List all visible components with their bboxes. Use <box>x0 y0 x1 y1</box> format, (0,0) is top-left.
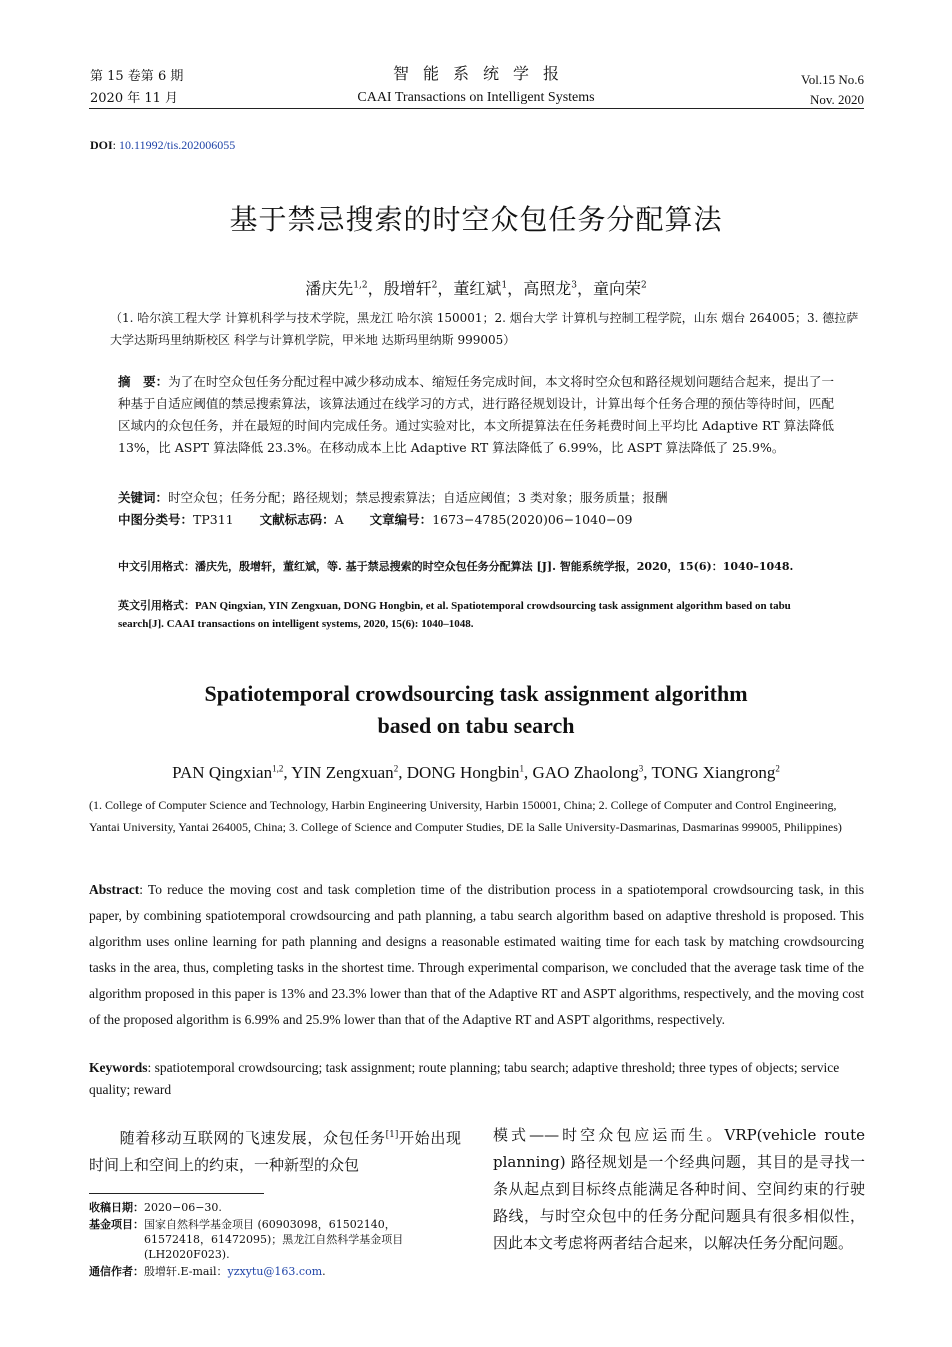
corresponding-end: . <box>322 1265 326 1278</box>
keywords-text-cn: 时空众包；任务分配；路径规划；禁忌搜索算法；自适应阈值；3 类对象；服务质量；报酬 <box>168 490 668 505</box>
author-cn: 童向荣 <box>592 279 641 298</box>
affiliations-en: (1. College of Computer Science and Technology, Harbin Engineering University, Harbin 150001, China; 2. College of Computer and Control Engineering, Yantai University, Yantai 264005, China; 3. College of Science and Computer Studies, DE la Salle University-Dasmarinas, Dasmarinas 999005, Philippines) <box>89 798 842 834</box>
keywords-en <box>89 1057 864 1101</box>
header-divider <box>89 108 864 109</box>
author-affil-sup: 1 <box>519 763 525 774</box>
author-affil-sup: 1,2 <box>272 763 284 774</box>
body-text: 随着移动互联网的飞速发展，众包任务 <box>119 1129 386 1147</box>
citation-en <box>118 597 834 633</box>
body-column-right: 模式——时空众包应运而生。VRP(vehicle route planning) 路径规划是一个经典问题，其目的是寻找一条从起点到目标终点能满足各种时间、空间约束的行驶路线，与时空众包中的任务分配问题具有很多相似性，因此本文考虑将两者结合起来，以解决任务分配问题。 <box>493 1126 865 1252</box>
journal-name-cn: 智能系统学报 <box>392 64 573 83</box>
footnote-funding <box>89 1217 461 1262</box>
author-affil-sup: 1 <box>501 280 508 291</box>
received-value: 2020−06−30. <box>144 1201 222 1214</box>
funding-value: 国家自然科学基金项目 (60903098，61502140，61572418，61472095)；黑龙江自然科学基金项目 (LH2020F023). <box>144 1218 404 1261</box>
citation-en-text: PAN Qingxian, YIN Zengxuan, DONG Hongbin, et al. Spatiotemporal crowdsourcing task assignment algorithm based on tabu search[J]. CAAI transactions on intelligent systems, 2020, 15(6): 1040–1048. <box>118 600 791 630</box>
author-affil-sup: 2 <box>775 763 780 774</box>
keywords-label-en: Keywords <box>89 1060 148 1075</box>
article-number-value: 1673−4785(2020)06−1040−09 <box>432 512 633 527</box>
date-cn: 2020 年 11 月 <box>90 91 179 106</box>
issue-info-en <box>801 70 864 110</box>
author-affil-sup: 2 <box>640 280 647 291</box>
paper-title-en-line1: Spatiotemporal crowdsourcing task assignment algorithm <box>204 681 748 706</box>
date-en: Nov. 2020 <box>809 92 864 107</box>
author-cn: 殷增轩 <box>383 279 432 298</box>
author-en: GAO Zhaolong <box>532 763 639 782</box>
keywords-label-cn: 关键词： <box>118 490 169 505</box>
body-column-left <box>89 1122 461 1179</box>
paper-title-en <box>0 678 952 742</box>
citation-cn-text: 潘庆先，殷增轩，董红斌，等. 基于禁忌搜索的时空众包任务分配算法 [J]. 智能系统学报，2020，15(6)：1040–1048. <box>195 560 794 573</box>
author-affil-sup: 3 <box>638 763 644 774</box>
volume-en: Vol.15 No.6 <box>801 72 864 87</box>
class-value: TP311 <box>193 512 234 527</box>
doi-line: DOI: 10.11992/tis.202006055 <box>90 138 236 152</box>
journal-name-en: CAAI Transactions on Intelligent Systems <box>357 90 595 105</box>
author-cn: 潘庆先 <box>305 279 354 298</box>
citation-cn-label: 中文引用格式： <box>118 560 195 573</box>
funding-label: 基金项目： <box>89 1218 144 1231</box>
article-number-label: 文章编号： <box>369 512 433 527</box>
footnote-divider <box>89 1193 264 1194</box>
email-link[interactable]: yzxytu@163.com <box>227 1265 323 1278</box>
class-label: 中图分类号： <box>118 512 194 527</box>
doccode-label: 文献标志码： <box>259 512 335 527</box>
keywords-text-en: : spatiotemporal crowdsourcing; task assignment; route planning; tabu search; adaptive threshold; three types of objects; service quality; reward <box>89 1060 840 1097</box>
footnote-corresponding <box>89 1264 461 1279</box>
doi-label: DOI <box>90 138 113 152</box>
citation-en-label: 英文引用格式： <box>118 599 195 612</box>
abstract-label-en: Abstract <box>89 882 140 897</box>
author-en: DONG Hongbin <box>406 763 520 782</box>
author-cn: 高照龙 <box>523 279 572 298</box>
abstract-label-cn: 摘 要： <box>118 374 169 389</box>
footnotes <box>89 1200 461 1281</box>
paper-title-en-line2: based on tabu search <box>377 713 575 738</box>
author-affil-sup: 2 <box>393 763 399 774</box>
author-list-cn: 潘庆先$^{1,2}$，殷增轩$^2$，董红斌$^1$，高照龙$^3$，童向荣$^2$ <box>305 279 647 298</box>
doi-link[interactable]: 10.11992/tis.202006055 <box>119 138 236 152</box>
author-en: PAN Qingxian <box>172 763 273 782</box>
abstract-text-cn: 为了在时空众包任务分配过程中减少移动成本、缩短任务完成时间，本文将时空众包和路径规划问题结合起来，提出了一种基于自适应阈值的禁忌搜索算法，该算法通过在线学习的方式，进行路径规划设计，计算出每个任务合理的预估等待时间，匹配区域内的众包任务，并在最短的时间内完成任务。通过实验对比，本文所提算法在任务耗费时间上平均比 Adaptive RT 算法降低 13%，比 ASPT 算法降低 23.3%。在移动成本上比 Adaptive RT 算法降低了 6.99%，比 ASPT 算法降低了 25.9%。 <box>118 374 834 455</box>
corresponding-label: 通信作者： <box>89 1265 144 1278</box>
author-en: YIN Zengxuan <box>291 763 394 782</box>
author-en: TONG Xiangrong <box>651 763 776 782</box>
abstract-text-en: : To reduce the moving cost and task completion time of the distribution process in a spatiotemporal crowdsourcing task, in this paper, by combining spatiotemporal crowdsourcing and path planning, a tabu search algorithm based on adaptive threshold is proposed. This algorithm uses online learning for path planning and designs a reasonable estimated waiting time for each task by matching crowdsourcing tasks in the area, thus, completing tasks in the shortest time. Through experimental comparison, we concluded that the average task time of the algorithm proposed in this paper is 13% and 23.3% lower than that of the Adaptive RT and ASPT algorithms, respectively, and the moving cost of the proposed algorithm is 6.99% and 25.9% lower than that of the Adaptive RT and ASPT algorithms, respectively. <box>89 882 864 1027</box>
abstract-en <box>89 877 864 1033</box>
author-affil-sup: 2 <box>431 280 438 291</box>
doccode-value: A <box>334 512 344 527</box>
affiliations-cn: （1. 哈尔滨工程大学 计算机科学与技术学院，黑龙江 哈尔滨 150001；2. 烟台大学 计算机与控制工程学院，山东 烟台 264005；3. 德拉萨大学达斯玛里纳斯校区 科学与计算机学院，甲米地 达斯玛里纳斯 999005） <box>110 311 859 347</box>
author-affil-sup: 1,2 <box>353 280 368 291</box>
received-label: 收稿日期： <box>89 1201 144 1214</box>
volume-cn: 第 15 卷第 6 期 <box>90 69 184 84</box>
reference-link[interactable]: [1] <box>385 1130 399 1140</box>
abstract-cn <box>118 371 834 459</box>
classification-line <box>118 509 834 531</box>
footnote-received <box>89 1200 461 1215</box>
keywords-cn <box>118 487 834 509</box>
author-affil-sup: 3 <box>571 280 577 291</box>
author-cn: 董红斌 <box>453 279 502 298</box>
citation-cn <box>118 558 834 576</box>
paper-title-cn: 基于禁忌搜索的时空众包任务分配算法 <box>229 203 723 236</box>
author-list-en: PAN Qingxian$^{1,2}$, YIN Zengxuan$^2$, DONG Hongbin$^1$, GAO Zhaolong$^3$, TONG Xiangrong$^2$ <box>172 763 780 782</box>
corresponding-value: 殷增轩.E-mail： <box>144 1265 228 1278</box>
body-text: 开始出现时间上和空间上的约束，一种新型的众包 <box>89 1129 461 1174</box>
